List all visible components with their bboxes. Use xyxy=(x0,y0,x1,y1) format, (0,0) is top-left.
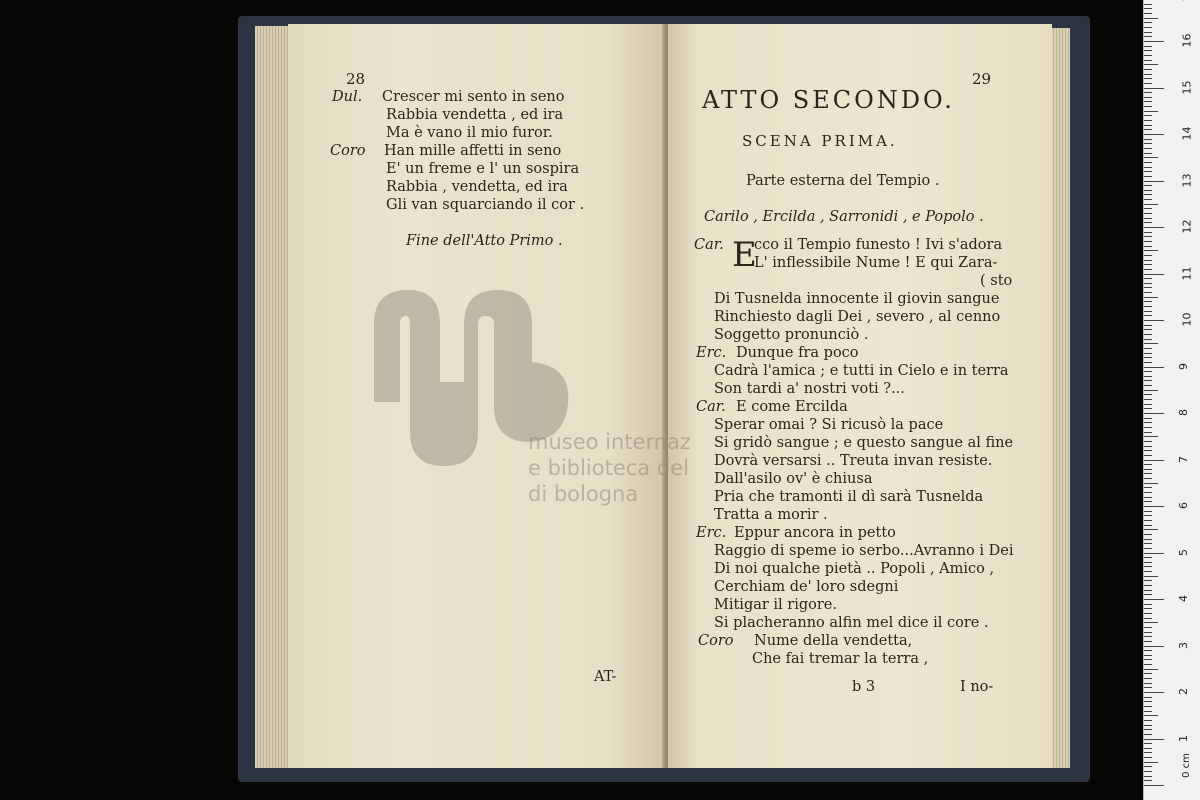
ruler-number: 2 xyxy=(1177,688,1190,695)
ruler-tick xyxy=(1144,213,1152,214)
ruler-tick xyxy=(1144,120,1152,121)
ruler-number xyxy=(1181,0,1194,1)
ruler-tick xyxy=(1144,129,1152,130)
ruler-tick xyxy=(1144,427,1152,428)
ruler-tick xyxy=(1144,115,1152,116)
ruler-number: 7 xyxy=(1177,455,1190,463)
ruler-tick xyxy=(1144,88,1164,89)
ruler-tick xyxy=(1144,515,1152,516)
ruler-tick xyxy=(1144,157,1158,158)
ruler-tick xyxy=(1144,697,1152,698)
ruler-tick xyxy=(1144,715,1158,716)
end-of-act: Fine dell'Atto Primo . xyxy=(406,233,563,249)
ruler-tick xyxy=(1144,343,1158,344)
ruler-tick xyxy=(1144,497,1152,498)
verse-line: Raggio di speme io serbo...Avranno i Dei xyxy=(714,543,1014,559)
ruler-tick xyxy=(1144,353,1152,354)
ruler-tick xyxy=(1144,246,1152,247)
ruler-tick xyxy=(1144,678,1152,679)
ruler-tick xyxy=(1144,780,1152,781)
verse-line: Sperar omai ? Si ricusò la pace xyxy=(714,417,944,433)
ruler-tick xyxy=(1144,176,1152,177)
ruler-tick xyxy=(1144,632,1152,633)
ruler-tick xyxy=(1144,139,1152,140)
verse-line: Rabbia , vendetta, ed ira xyxy=(386,179,568,195)
ruler-tick xyxy=(1144,143,1152,144)
ruler-tick xyxy=(1144,646,1164,647)
ruler-tick xyxy=(1144,171,1152,172)
ruler-tick xyxy=(1144,55,1152,56)
ruler-tick xyxy=(1144,125,1152,126)
verse-line: Rabbia vendetta , ed ira xyxy=(386,107,564,123)
ruler-tick xyxy=(1144,557,1152,558)
ruler-number: 11 xyxy=(1180,266,1194,280)
ruler-tick xyxy=(1144,194,1152,195)
ruler-tick xyxy=(1144,311,1152,312)
ruler-tick xyxy=(1144,329,1152,330)
verse-line: Tratta a morir . xyxy=(714,507,828,523)
verse-line: Soggetto pronunciò . xyxy=(714,327,869,343)
ruler-tick xyxy=(1144,274,1164,275)
verse-line: cco il Tempio funesto ! Ivi s'adora xyxy=(754,237,1003,253)
verse-line: Han mille affetti in seno xyxy=(384,143,562,159)
ruler-tick xyxy=(1144,250,1158,251)
ruler-tick xyxy=(1144,729,1152,730)
ruler-tick xyxy=(1144,580,1152,581)
ruler-tick xyxy=(1144,41,1164,42)
verse-line: Cerchiam de' loro sdegni xyxy=(714,579,899,595)
speaker-label: Erc. xyxy=(696,345,727,361)
ruler-tick xyxy=(1144,287,1152,288)
right-page-number: 29 xyxy=(972,70,992,88)
verse-line: L' inflessibile Nume ! E qui Zara- xyxy=(754,255,998,271)
scene-setting: Parte esterna del Tempio . xyxy=(746,173,940,189)
ruler-number: 8 xyxy=(1177,409,1190,416)
ruler-tick xyxy=(1144,236,1152,237)
speaker-label: Dul. xyxy=(332,89,363,105)
verse-line: Nume della vendetta, xyxy=(754,633,913,649)
verse-line: Gli van squarciando il cor . xyxy=(386,197,585,213)
ruler-tick xyxy=(1144,22,1152,23)
measurement-ruler xyxy=(1143,0,1200,800)
ruler-tick xyxy=(1144,441,1152,442)
ruler-tick xyxy=(1144,18,1158,19)
ruler-number: 6 xyxy=(1177,502,1190,509)
ruler-tick xyxy=(1144,106,1152,107)
ruler-number: 10 xyxy=(1180,312,1194,327)
ruler-tick xyxy=(1144,60,1152,61)
ruler-tick xyxy=(1144,278,1152,279)
ruler-tick xyxy=(1144,385,1152,386)
ruler-tick xyxy=(1144,167,1152,168)
ruler-tick xyxy=(1144,627,1152,628)
verse-line: Mitigar il rigore. xyxy=(714,597,838,613)
ruler-tick xyxy=(1144,655,1152,656)
verse-line: Di noi qualche pietà .. Popoli , Amico , xyxy=(714,561,995,577)
ruler-tick xyxy=(1144,315,1152,316)
ruler-tick xyxy=(1144,413,1164,414)
ruler-tick xyxy=(1144,36,1152,37)
ruler-tick xyxy=(1144,576,1158,577)
verse-line: Di Tusnelda innocente il giovin sangue xyxy=(714,291,1000,307)
ruler-tick xyxy=(1144,4,1152,5)
ruler-tick xyxy=(1144,436,1158,437)
ruler-tick xyxy=(1144,162,1152,163)
ruler-tick xyxy=(1144,622,1158,623)
ruler-tick xyxy=(1144,748,1152,749)
ruler-number: 15 xyxy=(1180,80,1194,94)
ruler-tick xyxy=(1144,376,1152,377)
ruler-tick xyxy=(1144,264,1152,265)
ruler-tick xyxy=(1144,227,1164,228)
ruler-tick xyxy=(1144,659,1152,660)
verse-line: Si placheranno alfin mel dice il core . xyxy=(714,615,989,631)
ruler-tick xyxy=(1144,608,1152,609)
speaker-label: Coro xyxy=(698,633,734,649)
ruler-tick xyxy=(1144,706,1152,707)
ruler-tick xyxy=(1144,511,1152,512)
watermark-text: museo internaz xyxy=(528,430,691,454)
ruler-tick xyxy=(1144,734,1152,735)
ruler-tick xyxy=(1144,232,1152,233)
verse-line: Cadrà l'amica ; e tutti in Cielo e in terra xyxy=(714,363,1009,379)
ruler-tick xyxy=(1144,46,1152,47)
ruler-tick xyxy=(1144,469,1152,470)
ruler-tick xyxy=(1144,599,1164,600)
watermark-text: e biblioteca del xyxy=(528,456,689,480)
verse-line: Son tardi a' nostri voti ?... xyxy=(714,381,905,397)
ruler-tick xyxy=(1144,92,1152,93)
speaker-label: Erc. xyxy=(696,525,727,541)
ruler-tick xyxy=(1144,269,1152,270)
ruler-tick xyxy=(1144,339,1152,340)
ruler-tick xyxy=(1144,450,1152,451)
signature-mark: b 3 xyxy=(852,679,876,695)
ruler-tick xyxy=(1144,478,1152,479)
ruler-tick xyxy=(1144,673,1152,674)
ruler-tick xyxy=(1144,669,1158,670)
verse-line: Dall'asilo ov' è chiusa xyxy=(714,471,873,487)
ruler-tick xyxy=(1144,636,1152,637)
ruler-tick xyxy=(1144,241,1152,242)
verse-line: ( sto xyxy=(980,273,1013,289)
speaker-label: Car. xyxy=(694,237,724,253)
ruler-tick xyxy=(1144,460,1164,461)
ruler-tick xyxy=(1144,399,1152,400)
ruler-tick xyxy=(1144,594,1152,595)
ruler-tick xyxy=(1144,455,1152,456)
ruler-tick xyxy=(1144,590,1152,591)
ruler-tick xyxy=(1144,218,1152,219)
character-list: Carilo , Ercilda , Sarronidi , e Popolo . xyxy=(704,209,984,225)
ruler-tick xyxy=(1144,334,1152,335)
ruler-tick xyxy=(1144,199,1152,200)
ruler-tick xyxy=(1144,664,1152,665)
ruler-tick xyxy=(1144,776,1152,777)
ruler-tick xyxy=(1144,255,1152,256)
ruler-tick xyxy=(1144,762,1158,763)
ruler-tick xyxy=(1144,50,1152,51)
ruler-tick xyxy=(1144,701,1152,702)
ruler-tick xyxy=(1144,483,1158,484)
ruler-tick xyxy=(1144,641,1152,642)
ruler-tick xyxy=(1144,473,1152,474)
catchword: AT- xyxy=(594,669,617,685)
ruler-tick xyxy=(1144,539,1152,540)
ruler-tick xyxy=(1144,78,1152,79)
ruler-tick xyxy=(1144,69,1152,70)
ruler-tick xyxy=(1144,757,1152,758)
ruler-tick xyxy=(1144,785,1164,786)
ruler-tick xyxy=(1144,720,1152,721)
ruler-number: 4 xyxy=(1177,595,1190,602)
ruler-tick xyxy=(1144,357,1152,358)
ruler-number: 5 xyxy=(1177,548,1190,556)
verse-line: Dovrà versarsi .. Treuta invan resiste. xyxy=(714,453,993,469)
ruler-number: 9 xyxy=(1177,362,1190,370)
catchword: I no- xyxy=(960,679,994,695)
ruler-tick xyxy=(1144,13,1152,14)
ruler-tick xyxy=(1144,394,1152,395)
ruler-tick xyxy=(1144,297,1158,298)
ruler-tick xyxy=(1144,283,1152,284)
ruler-tick xyxy=(1144,571,1152,572)
ruler-tick xyxy=(1144,711,1152,712)
ruler-tick xyxy=(1144,487,1152,488)
ruler-tick xyxy=(1144,432,1152,433)
ruler-tick xyxy=(1144,446,1152,447)
ruler-tick xyxy=(1144,771,1152,772)
ruler-tick xyxy=(1144,404,1152,405)
ruler-tick xyxy=(1144,134,1164,135)
ruler-tick xyxy=(1144,687,1152,688)
ruler-tick xyxy=(1144,604,1152,605)
ruler-tick xyxy=(1144,148,1152,149)
ruler-tick xyxy=(1144,548,1152,549)
ruler-tick xyxy=(1144,752,1152,753)
verse-line: Dunque fra poco xyxy=(736,345,859,361)
ruler-tick xyxy=(1144,725,1152,726)
ruler-tick xyxy=(1144,543,1152,544)
left-page-number: 28 xyxy=(346,70,366,88)
ruler-tick xyxy=(1144,32,1152,33)
speaker-label: Coro xyxy=(330,143,366,159)
ruler-tick xyxy=(1144,650,1152,651)
verse-line: E' un freme e l' un sospira xyxy=(386,161,580,177)
ruler-tick xyxy=(1144,153,1152,154)
ruler-tick xyxy=(1144,185,1152,186)
ruler-tick xyxy=(1144,492,1152,493)
ruler-tick xyxy=(1144,380,1152,381)
ruler-tick xyxy=(1144,390,1158,391)
ruler-tick xyxy=(1144,506,1164,507)
ruler-tick xyxy=(1144,181,1164,182)
ruler-tick xyxy=(1144,260,1152,261)
ruler-unit: 0 cm xyxy=(1180,753,1192,778)
ruler-tick xyxy=(1144,325,1152,326)
verse-line: E come Ercilda xyxy=(736,399,848,415)
ruler-tick xyxy=(1144,618,1152,619)
ruler-tick xyxy=(1144,501,1152,502)
verse-line: Che fai tremar la terra , xyxy=(752,651,929,667)
watermark-text: di bologna xyxy=(528,482,639,506)
ruler-number: 3 xyxy=(1177,641,1190,649)
ruler-tick xyxy=(1144,367,1164,368)
ruler-tick xyxy=(1144,320,1164,321)
ruler-tick xyxy=(1144,613,1152,614)
ruler-tick xyxy=(1144,27,1152,28)
ruler-tick xyxy=(1144,74,1152,75)
scene-heading: SCENA PRIMA. xyxy=(742,132,898,150)
ruler-tick xyxy=(1144,692,1164,693)
ruler-tick xyxy=(1144,83,1152,84)
ruler-tick xyxy=(1144,418,1152,419)
ruler-tick xyxy=(1144,222,1152,223)
ruler-tick xyxy=(1144,111,1158,112)
ruler-tick xyxy=(1144,306,1152,307)
ruler-tick xyxy=(1144,301,1152,302)
ruler-tick xyxy=(1144,97,1152,98)
ruler-number: 1 xyxy=(1177,734,1190,742)
ruler-tick xyxy=(1144,64,1158,65)
verse-line: Crescer mi sento in seno xyxy=(382,89,565,105)
act-heading: ATTO SECONDO. xyxy=(702,86,955,114)
ruler-tick xyxy=(1144,585,1152,586)
ruler-tick xyxy=(1144,362,1152,363)
ruler-tick xyxy=(1144,520,1152,521)
speaker-label: Car. xyxy=(696,399,726,415)
verse-line: Eppur ancora in petto xyxy=(734,525,896,541)
ruler-tick xyxy=(1144,190,1152,191)
ruler-tick xyxy=(1144,292,1152,293)
ruler-number: 16 xyxy=(1180,33,1194,48)
ruler-tick xyxy=(1144,408,1152,409)
ruler-tick xyxy=(1144,529,1158,530)
verse-line: Rinchiesto dagli Dei , severo , al cenno xyxy=(714,309,1001,325)
ruler-number: 12 xyxy=(1180,219,1194,234)
right-page xyxy=(668,24,1052,768)
ruler-tick xyxy=(1144,464,1152,465)
drop-cap: E xyxy=(732,235,757,275)
ruler-tick xyxy=(1144,8,1152,9)
ruler-tick xyxy=(1144,534,1152,535)
ruler-tick xyxy=(1144,204,1158,205)
ruler-tick xyxy=(1144,683,1152,684)
ruler-number: 14 xyxy=(1180,126,1194,141)
ruler-tick xyxy=(1144,422,1152,423)
verse-line: Pria che tramonti il dì sarà Tusnelda xyxy=(714,489,984,505)
ruler-tick xyxy=(1144,566,1152,567)
ruler-tick xyxy=(1144,562,1152,563)
ruler-tick xyxy=(1144,525,1152,526)
ruler-tick xyxy=(1144,766,1152,767)
ruler-tick xyxy=(1144,743,1152,744)
ruler-tick xyxy=(1144,208,1152,209)
ruler-tick xyxy=(1144,101,1152,102)
ruler-number: 13 xyxy=(1180,173,1194,187)
ruler-tick xyxy=(1144,348,1152,349)
verse-line: Ma è vano il mio furor. xyxy=(386,125,553,141)
ruler-tick xyxy=(1144,371,1152,372)
ruler-tick xyxy=(1144,739,1164,740)
ruler-tick xyxy=(1144,553,1164,554)
verse-line: Si gridò sangue ; e questo sangue al fine xyxy=(714,435,1014,451)
